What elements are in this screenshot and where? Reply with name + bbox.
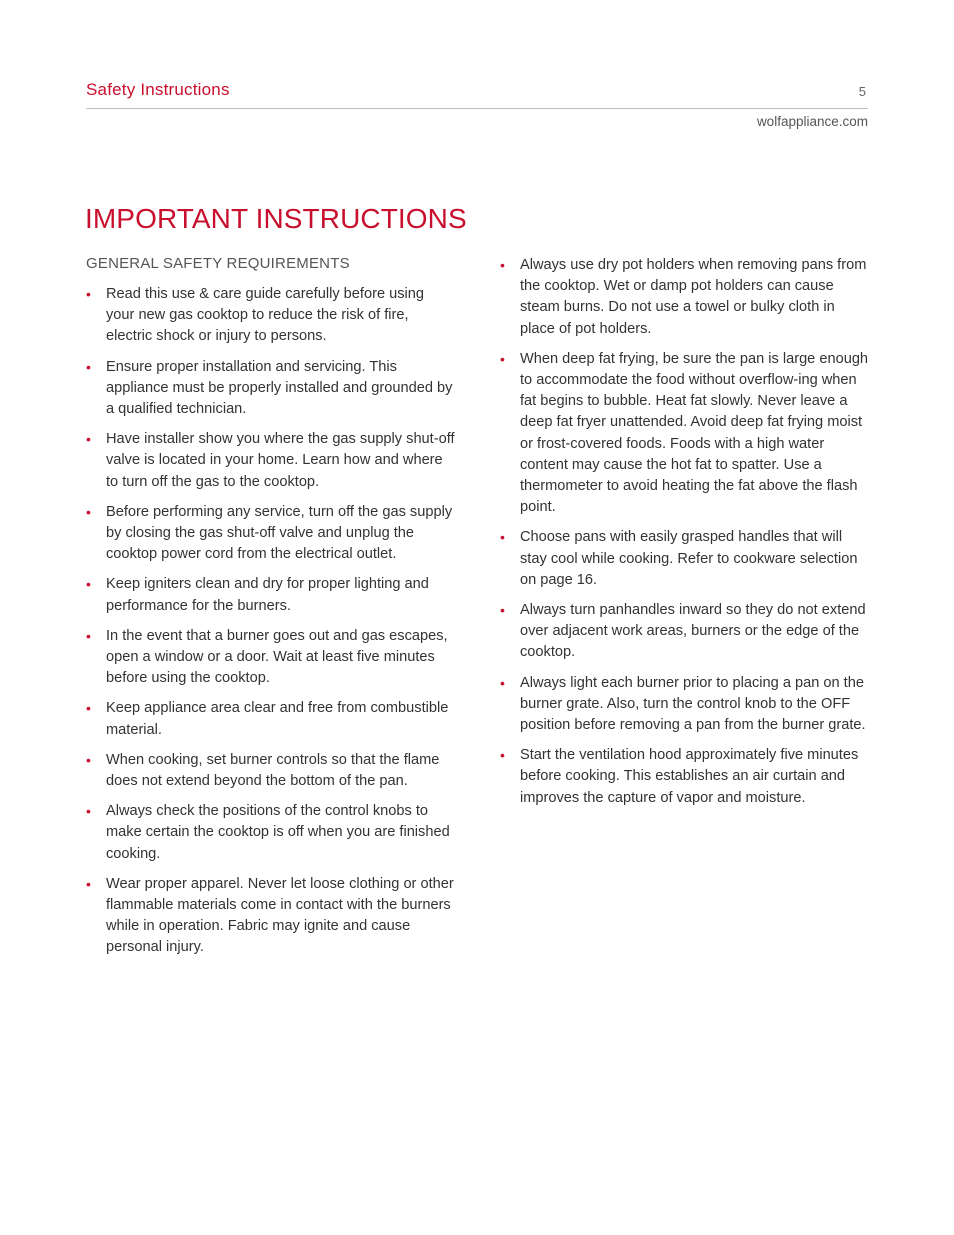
bullet-icon: •	[500, 257, 505, 273]
bullet-icon: •	[500, 529, 505, 546]
list-item	[86, 801, 456, 865]
section-subheading: GENERAL SAFETY REQUIREMENTS	[86, 255, 350, 272]
bullet-icon: •	[86, 576, 91, 593]
list-item	[86, 502, 456, 566]
list-item-text: When cooking, set burner controls so that the flame does not extend beyond the bottom of the pan.	[106, 751, 440, 790]
list-item-text: When deep fat frying, be sure the pan is large enough to accommodate the food without overflow-ing when fat begins to bubble. Heat fat slowly. Never leave a deep fat fryer unattended. Avoid deep fat frying moist or frost-covered foods. Foods with a high water content may cause the hot fat to spatter. Use a thermometer to avoid heating the fat above the flash point.	[520, 350, 869, 516]
list-item	[500, 349, 870, 519]
list-item-text: Start the ventilation hood approximately five minutes before cooking. This establishes an air curtain and improves the capture of vapor and moisture.	[520, 747, 859, 806]
list-item-text: Have installer show you where the gas supply shut-off valve is located in your home. Learn how and where to turn off the gas to the cooktop.	[106, 431, 455, 490]
bullet-icon: •	[86, 700, 91, 717]
bullet-icon: •	[500, 674, 505, 691]
list-item	[86, 284, 456, 348]
list-item	[86, 698, 456, 740]
list-item-text: In the event that a burner goes out and gas escapes, open a window or a door. Wait at least five minutes before using the cooktop.	[106, 627, 448, 687]
website-url: wolfappliance.com	[756, 114, 868, 129]
bullet-icon: •	[500, 747, 505, 764]
list-item-text: Before performing any service, turn off the gas supply by closing the gas shut-off valve and unplug the cooktop power cord from the electrical outlet.	[106, 503, 453, 563]
left-column	[86, 255, 456, 968]
bullet-icon: •	[500, 602, 505, 619]
list-item-text: Keep appliance area clear and free from combustible material.	[106, 700, 449, 738]
list-item	[86, 357, 456, 421]
list-item	[500, 255, 870, 340]
list-item	[86, 626, 456, 690]
list-item	[500, 600, 870, 664]
list-item-text: Always light each burner prior to placing a pan on the burner grate. Also, turn the control knob to the OFF position before removing a pan from the burner grate.	[520, 674, 866, 734]
bullet-icon: •	[86, 503, 91, 520]
bullet-icon: •	[86, 627, 91, 644]
list-item	[86, 429, 456, 493]
bullet-icon: •	[86, 431, 91, 448]
list-item-text: Always use dry pot holders when removing pans from the cooktop. Wet or damp pot holders can cause steam burns. Do not use a towel or bulky cloth in place of pot holders.	[520, 257, 867, 337]
bullet-icon: •	[86, 751, 91, 768]
list-item	[500, 527, 870, 591]
left-bullet-list	[86, 284, 456, 959]
list-item-text: Keep igniters clean and dry for proper lighting and performance for the burners.	[106, 576, 429, 614]
page-number: 5	[858, 84, 866, 99]
list-item-text: Always check the positions of the control knobs to make certain the cooktop is off when you are finished cooking.	[106, 803, 450, 862]
bullet-icon: •	[500, 350, 505, 367]
list-item-text: Ensure proper installation and servicing. This appliance must be properly installed and grounded by a qualified technician.	[106, 358, 453, 418]
list-item-text: Choose pans with easily grasped handles that will stay cool while cooking. Refer to cookware selection on page 16.	[520, 529, 858, 588]
list-item	[500, 745, 870, 809]
page-heading: IMPORTANT INSTRUCTIONS	[85, 203, 467, 234]
bullet-icon: •	[86, 803, 91, 820]
list-item	[86, 574, 456, 616]
bullet-icon: •	[86, 875, 91, 892]
bullet-icon: •	[86, 358, 91, 375]
header-divider	[86, 108, 868, 109]
right-bullet-list	[500, 255, 870, 809]
list-item-text: Wear proper apparel. Never let loose clothing or other flammable materials come in contact with the burners while in operation. Fabric may ignite and cause personal injury.	[106, 875, 454, 956]
list-item-text: Read this use & care guide carefully before using your new gas cooktop to reduce the risk of fire, electric shock or injury to persons.	[106, 286, 425, 345]
list-item	[86, 750, 456, 792]
bullet-icon: •	[86, 286, 91, 302]
list-item	[500, 673, 870, 737]
list-item	[86, 874, 456, 959]
list-item-text: Always turn panhandles inward so they do not extend over adjacent work areas, burners or the edge of the cooktop.	[520, 602, 866, 661]
section-title: Safety Instructions	[86, 80, 230, 99]
right-column	[500, 255, 870, 818]
